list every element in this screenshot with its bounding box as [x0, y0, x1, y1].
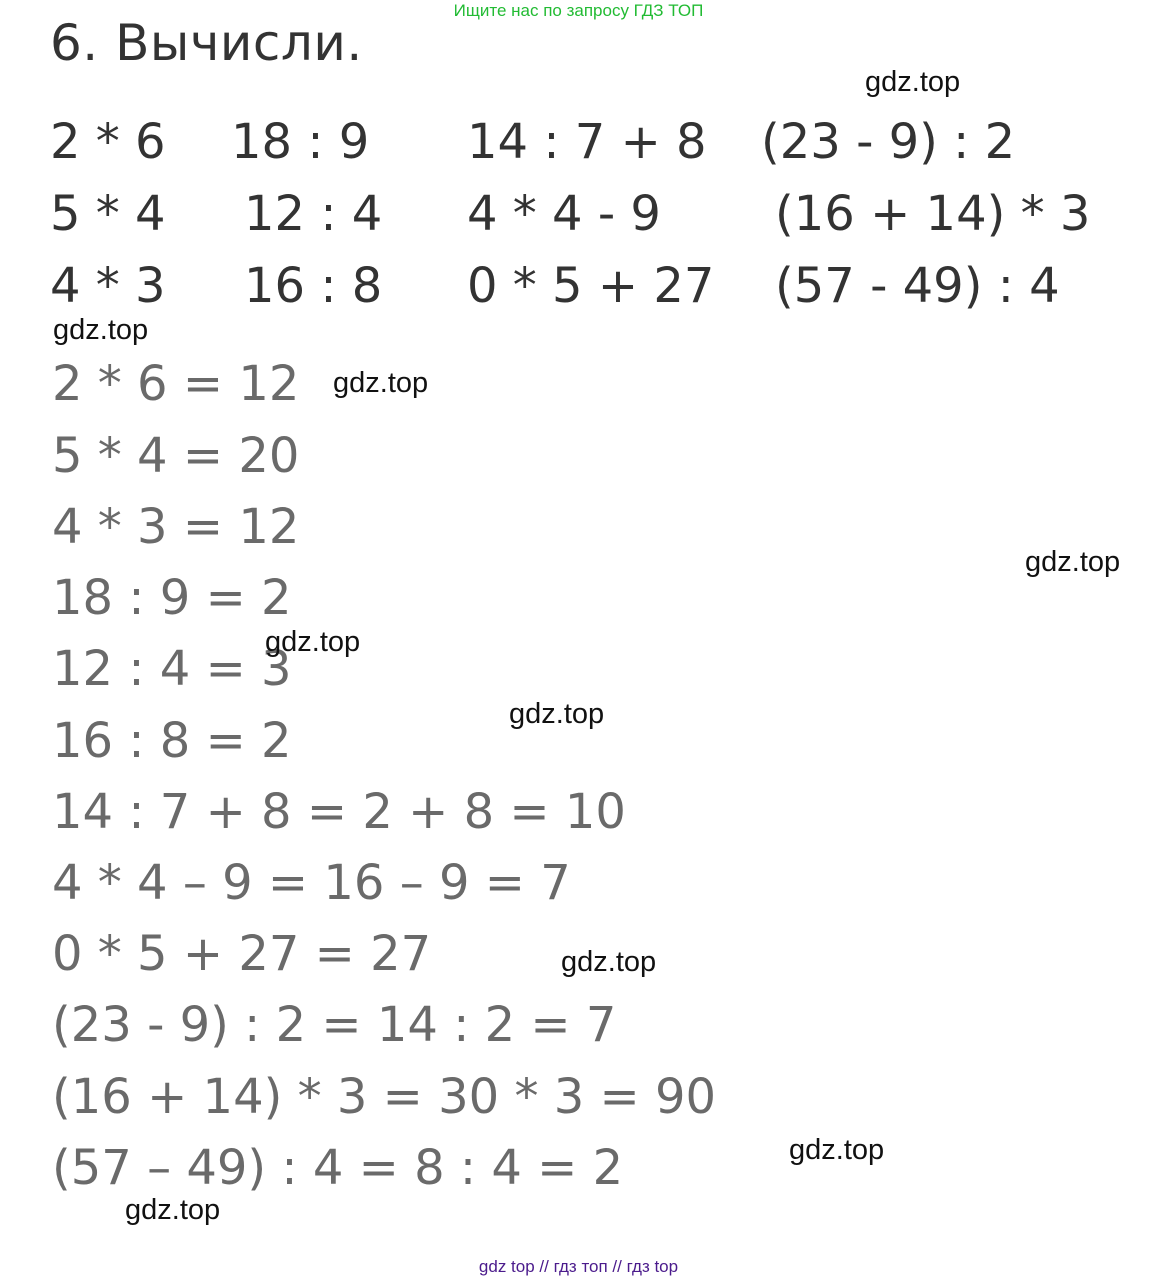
watermark: gdz.top: [1025, 546, 1121, 578]
answer-line: 4 * 4 – 9 = 16 – 9 = 7: [52, 855, 571, 911]
watermark: gdz.top: [53, 314, 149, 346]
watermark: gdz.top: [789, 1134, 885, 1166]
watermark: gdz.top: [265, 626, 361, 658]
answer-line: 5 * 4 = 20: [52, 428, 300, 484]
answer-line: 2 * 6 = 12: [52, 356, 300, 412]
answer-line: 0 * 5 + 27 = 27: [52, 926, 432, 982]
task-expression: 12 : 4: [244, 186, 383, 242]
answer-line: 12 : 4 = 3: [52, 641, 292, 697]
answer-line: 18 : 9 = 2: [52, 570, 292, 626]
watermark: gdz.top: [125, 1194, 221, 1226]
answer-line: (23 - 9) : 2 = 14 : 2 = 7: [52, 997, 617, 1053]
answer-line: (16 + 14) * 3 = 30 * 3 = 90: [52, 1069, 717, 1125]
task-expression: 2 * 6: [50, 114, 166, 170]
footer-links: gdz top // гдз топ // гдз top: [478, 1257, 679, 1276]
task-expression: (57 - 49) : 4: [775, 258, 1060, 314]
task-expression: 4 * 3: [50, 258, 166, 314]
answer-line: 14 : 7 + 8 = 2 + 8 = 10: [52, 784, 626, 840]
answer-line: 16 : 8 = 2: [52, 713, 292, 769]
exercise-title: 6. Вычисли.: [50, 14, 363, 72]
watermark: gdz.top: [561, 946, 657, 978]
task-expression: 14 : 7 + 8: [467, 114, 707, 170]
watermark: gdz.top: [865, 66, 961, 98]
task-expression: 18 : 9: [231, 114, 370, 170]
task-expression: (16 + 14) * 3: [775, 186, 1091, 242]
task-expression: 4 * 4 - 9: [467, 186, 661, 242]
task-expression: 16 : 8: [244, 258, 383, 314]
task-expression: (23 - 9) : 2: [761, 114, 1016, 170]
answer-line: (57 – 49) : 4 = 8 : 4 = 2: [52, 1140, 624, 1196]
search-banner: Ищите нас по запросу ГДЗ ТОП: [453, 1, 704, 20]
task-expression: 5 * 4: [50, 186, 166, 242]
task-expression: 0 * 5 + 27: [467, 258, 715, 314]
watermark: gdz.top: [333, 367, 429, 399]
answer-line: 4 * 3 = 12: [52, 499, 300, 555]
watermark: gdz.top: [509, 698, 605, 730]
